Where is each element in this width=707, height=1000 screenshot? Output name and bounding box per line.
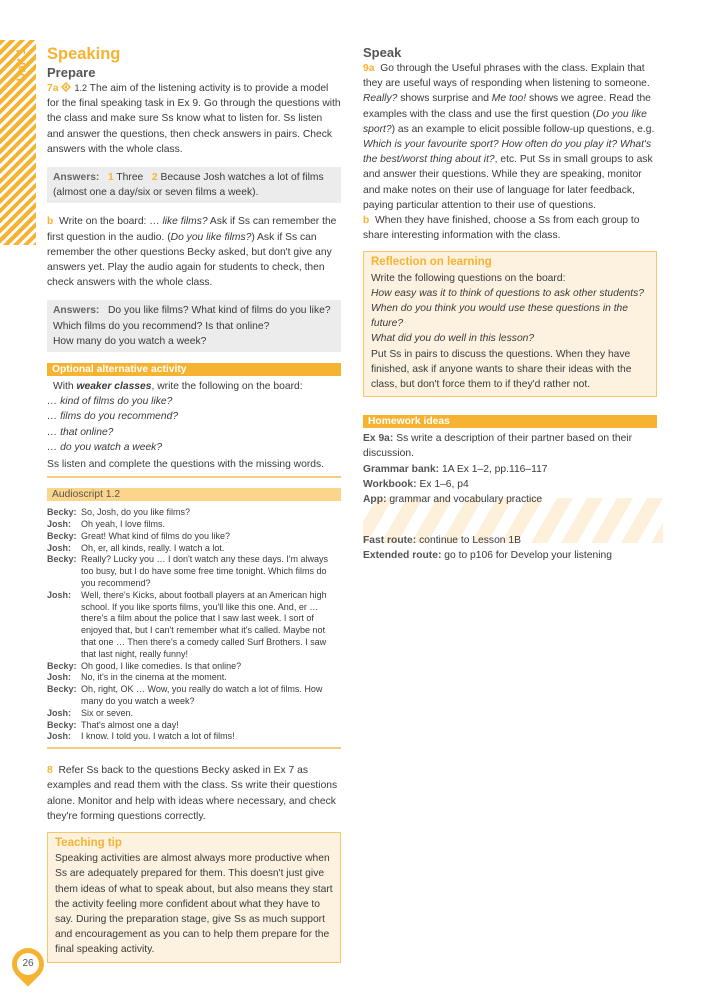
exercise-label: 7a [47,83,59,94]
audioscript-line [47,731,341,743]
teaching-tip-text: Speaking activities are almost always more productive when Ss are adequately prepared for them. This doesn't just give them ideas of what to speak about, but also means they start the activity feeling more confident about what they have to say. During the preparation stage, give Ss as much support and encouragement as you can to help them prepare for the final speaking activity. [55,853,333,956]
exercise-text: The aim of the listening activity is to provide a model for the final speaking task in Ex 9. Go through the questions with the class and make sure Ss know what to listen for. Ss listen and answer the questions, then check answers in pairs. Check answers with the whole class. [47,83,341,155]
answer-text: Because Josh watches a lot of films (almost one a day/six or seven films a week). [53,172,324,199]
item-key: Grammar bank: [363,463,440,475]
italic-text: Do you like sport? [363,108,647,135]
teaching-tip-box [47,832,341,963]
speaker: Josh: [47,589,72,600]
item-key: Fast route: [363,535,417,547]
speech: Oh, er, all kinds, really. I watch a lot. [81,542,225,553]
right-column [363,44,657,564]
optional-activity-header: Optional alternative activity [47,363,341,376]
board-item: … do you watch a week? [47,441,163,453]
exercise-text: When they have finished, choose a Ss from each group to share interesting information with the class. [363,215,640,242]
answers-label: Answers: [53,305,100,317]
section-title: Speaking [47,45,121,63]
answers-label: Answers: [53,172,100,184]
speaker: Josh: [47,672,72,683]
routes [363,533,657,563]
italic-text: Which is your favourite sport? How often do you play it? What's the best/worst thing about it? [363,139,652,166]
homework-header: Homework ideas [363,415,657,428]
answers-box [47,300,341,352]
reflection-outro: Put Ss in pairs to discuss the questions. When they have finished, ask if anyone wants to share their ideas with the class, but don't force them to if they'd rather not. [371,348,632,391]
audioscript-header: Audioscript 1.2 [47,488,341,501]
text: Ask if Ss can remember the first question in the audio. ( [47,216,337,243]
text: shows surprise and [397,93,492,105]
exercise-label: 8 [47,765,53,777]
item-key: Workbook: [363,478,417,490]
speaker: Josh: [47,731,72,742]
item-value: grammar and vocabulary practice [389,494,543,506]
exercise-text [363,63,654,211]
speaker: Becky: [47,684,77,695]
exercise-7b [47,214,341,290]
route-item [363,548,657,563]
exercise-8 [47,763,341,824]
speech: Oh, right, OK … Wow, you really do watch a lot of films. How many do you watch a week? [81,684,323,707]
optional-activity-section [47,363,341,478]
audioscript-table [47,507,341,743]
section-title: Speak [363,45,402,60]
audio-icon [61,82,71,92]
answer-line: How many do you watch a week? [53,335,207,347]
reflection-intro: Write the following questions on the board: [371,272,566,284]
board-item: … that online? [47,426,114,438]
italic-text: Really? [363,93,398,105]
item-key: App: [363,494,387,506]
text: ) as an example to elicit possible follow-up questions, e.g. [391,123,655,135]
board-item: … kind of films do you like? [47,396,173,408]
italic-text: Me too! [491,93,527,105]
speaker: Becky: [47,554,77,565]
italic-text: Do you like films? [170,231,252,243]
item-value: 1A Ex 1–2, pp.116–117 [442,463,548,475]
speaker: Becky: [47,530,77,541]
item-key: Ex 9a: [363,433,394,445]
exercise-9a [363,61,657,213]
exercise-label: 9a [363,63,375,74]
audioscript-line [47,684,341,708]
audioscript-line [47,519,341,531]
exercise-text [47,216,336,288]
exercise-label: b [363,215,370,227]
text: ) Ask if Ss can remember the other questions Becky asked, but don't give any answers yet. Play the audio again for students to check, then check answers with the whole class. [47,231,332,289]
audioscript-line [47,507,341,519]
answer-number: 2 [151,172,158,184]
item-value: Ss write a description of their partner based on their discussion. [363,433,633,460]
item-value: go to p106 for Develop your listening [444,550,612,562]
speech: Well, there's Kicks, about football players at an American high school. If you like sports films, you'll like this one. And, er … there's a film about the police that I saw last week. I sort of enjoyed that, but I can't remember what it's called. Maybe not that one … Then there's a comedy called Surf Brothers. I saw that last night, really funny! [81,589,327,659]
reflection-box [363,251,657,397]
optional-outro: Ss listen and complete the questions with the missing words. [47,459,325,471]
text: shows we agree. Read the examples with the class and use the first question ( [363,93,651,120]
reflection-question: How easy was it to think of questions to ask other students? [371,287,645,299]
item-value: continue to Lesson 1B [419,535,521,547]
reflection-title: Reflection on learning [371,256,492,269]
audioscript-line [47,661,341,673]
speech: No, it's in the cinema at the moment. [81,672,227,683]
answer-text: Three [116,172,144,184]
subsection-title: Prepare [47,65,96,80]
exercise-7a [47,81,341,157]
track-number: 1.2 [74,83,87,93]
item-key: Extended route: [363,550,442,562]
speaker: Josh: [47,519,72,530]
homework-item [363,477,657,492]
audioscript-line [47,554,341,589]
text: , write the following on the board: [151,381,303,393]
audioscript-section [47,488,341,749]
page-number: 26 [17,953,39,975]
exercise-label: b [47,216,54,228]
speech: So, Josh, do you like films? [81,507,191,518]
answer-number: 1 [107,172,114,184]
board-item: … films do you recommend? [47,411,179,423]
exercise-9b [363,213,657,243]
text: , etc. Put Ss in small groups to ask and answer their questions. While they are speaking, monitor and make notes on their use of language for later feedback, paying particular attention to their use of questions. [363,154,653,211]
homework-item [363,492,657,507]
speech: Six or seven. [81,707,134,718]
unit-label: Unit 1 [14,48,28,82]
audioscript-line [47,708,341,720]
text: With [53,381,77,393]
reflection-question: What did you do well in this lesson? [371,333,535,345]
homework-list [363,431,657,507]
speaker: Josh: [47,707,72,718]
left-column [47,44,341,963]
optional-intro [47,379,341,394]
speaker: Josh: [47,542,72,553]
audioscript-line [47,531,341,543]
speech: I know. I told you. I watch a lot of films! [81,731,235,742]
reflection-question: When do you think you would use these questions in the future? [371,303,629,330]
emphasis: weaker classes [76,381,152,393]
audioscript-line [47,543,341,555]
audioscript-line [47,672,341,684]
italic-text: like films? [162,216,208,228]
answers-box [47,167,341,203]
speaker: Becky: [47,719,77,730]
audioscript-line [47,720,341,732]
speech: That's almost one a day! [81,719,179,730]
text: Write on the board: … [59,216,163,228]
speaker: Becky: [47,660,77,671]
homework-item [363,462,657,477]
route-item [363,533,657,548]
answer-line: Do you like films? What kind of films do you like? [107,305,331,317]
text: Go through the Useful phrases with the class. Explain that they are useful ways of responding when listening to someone. [363,63,650,90]
speech: Oh good, I like comedies. Is that online? [81,660,242,671]
answer-line: Which films do you recommend? Is that online? [53,320,270,332]
exercise-text: Refer Ss back to the questions Becky asked in Ex 7 as examples and read them with the class. Ss write their questions alone. Monitor and help with ideas where necessary, and check they're forming questions correctly. [47,765,338,822]
speaker: Becky: [47,507,77,518]
homework-item [363,431,657,461]
speech: Great! What kind of films do you like? [81,530,231,541]
audioscript-line [47,590,341,661]
teaching-tip-title: Teaching tip [55,837,122,850]
speech: Oh yeah, I love films. [81,519,166,530]
item-value: Ex 1–6, p4 [419,478,469,490]
speech: Really? Lucky you … I don't watch any these days. I'm always too busy, but I do have some free time tonight. Which films do you recommend? [81,554,329,589]
